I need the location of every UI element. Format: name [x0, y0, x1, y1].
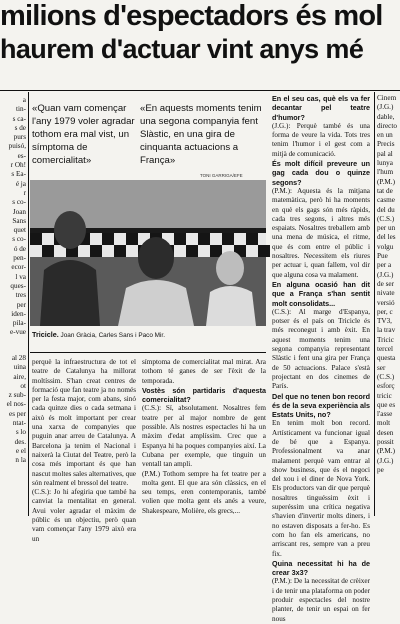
photo-bottom-rule: [30, 352, 266, 353]
left-strip-line: s de: [14, 123, 26, 132]
col2-question-1: Vostès són partidaris d'aquesta comercialitat?: [142, 385, 266, 405]
left-strip-bottom: [2, 354, 26, 514]
left-strip-line: ques-: [10, 281, 26, 290]
photo-credit: TONI GARRIGA/EFE: [200, 173, 243, 178]
left-strip-line: des.: [14, 437, 26, 446]
col3-paragraph-1: (J.G.): Perquè també és una forma de veure la vida. Tots tres tenim l'humor i el gest com a mitjà de comunicació.: [272, 121, 370, 158]
left-strip-line: ot: [20, 381, 26, 390]
left-strip-line: a: [22, 96, 26, 104]
left-strip-line: quet: [13, 226, 26, 235]
col2-paragraph-3: (P.M.) Tothom sempre ha fet teatre per a molta gent. El que ara són clàssics, en el seu temps, eren contemporanis, també volien que molta gent els anés a veure, Shakespeare, Molière, els grecs,...: [142, 469, 266, 515]
left-strip-line: el nos-: [6, 400, 26, 409]
right-strip-line: pal al: [377, 149, 393, 158]
right-strip-line: desen: [377, 428, 394, 437]
left-strip-line: Joan: [12, 207, 26, 216]
left-strip-line: uina: [13, 363, 26, 372]
left-strip-line: pila-: [12, 319, 26, 328]
right-strip-line: per a: [377, 261, 392, 270]
col3-paragraph-3: (C.S.): Al marge d'Espanya, potser és el país on Tricicle és més reconegut i amb èxit. En aquest moments tenim una segona companyia representant Slàstic i fent una gira per França de 50 actuacions. Palace s'està projectant en dos cinemes de París.: [272, 307, 370, 391]
left-strip-top: [2, 96, 26, 346]
left-strip-line: s co-: [12, 198, 26, 207]
column-2: [142, 358, 266, 516]
left-strip-line: s lo: [15, 428, 26, 437]
right-strip-line: dable,: [377, 112, 395, 121]
col2-paragraph-2: (C.S.): Sí, absolutament. Nosaltres fem teatre per al major nombre de gent possible. Als nostres espectacles hi ha un màxim d'edat amplíssim. Crec que a Espanya hi ha poques companyies així. La Cubana per exemple, que tinguin un ventall tan ampli.: [142, 404, 266, 469]
left-strip-line: purs: [13, 133, 26, 142]
right-strip-line: (P.M.): [377, 177, 395, 186]
right-strip-line: Cinem: [377, 94, 397, 102]
right-strip-line: pe: [377, 465, 384, 474]
pull-quote-2: «En aquests moments tenim una segona companyia fent Slàstic, en una gira de cinquanta actuacions a França»: [140, 103, 262, 166]
col3-paragraph-5: (P.M.): De la necessitat de crèixer i de tenir una plataforma on poder produir espectacles del nostre planter, de tenir un espai on fer nous: [272, 577, 370, 623]
right-strip-line: tercel: [377, 345, 393, 354]
col3-question-3: En alguna ocasió han dit que a França s'han sentit molt consolidats...: [272, 279, 370, 308]
right-strip-line: de ser: [377, 279, 394, 288]
left-strip-line: s co-: [12, 235, 26, 244]
right-strip: [377, 94, 400, 516]
left-strip-line: s ca-: [12, 114, 26, 123]
right-strip-line: del du: [377, 205, 395, 214]
column-1: [32, 358, 136, 543]
right-strip-line: en un: [377, 131, 393, 140]
left-strip-line: al 28: [11, 354, 26, 362]
right-strip-line: possit: [377, 437, 394, 446]
col3-question-5: Quina necessitat hi ha de crear 3x3?: [272, 558, 370, 578]
col3-paragraph-4: En tenim molt bon record. Artísticament va funcionar igual de bé que a Espanya. Professionalment va anar malament perquè vam entrar al show business, que és el negoci del xou i el diner de Nova York. Els productors van dir que perquè nosaltres tinguéssim èxit i superéssim una crítica negativa s'havien d'invertir molts diners, i no estaven disposats a fer-ho. Es com ho fan els americans, no arriscant res, sempre van a preu fix.: [272, 419, 370, 558]
left-strip-line: s Ea-: [11, 170, 26, 179]
left-strip-line: n la: [15, 456, 26, 465]
left-strip-line: ó de: [13, 244, 26, 253]
left-column-divider: [28, 92, 29, 516]
left-strip-line: es per: [9, 409, 26, 418]
headline-line-2: haurem d'actuar vint anys mé: [0, 34, 364, 64]
right-strip-line: que es: [377, 400, 396, 409]
left-strip-line: puisó,: [8, 142, 26, 151]
left-strip-line: tres: [15, 291, 26, 300]
caption-bold: Tricicle.: [32, 330, 59, 339]
right-strip-line: ser: [377, 363, 386, 372]
right-strip-line: Precis: [377, 140, 395, 149]
col1-paragraph-1: perquè la infraestructura de tot el teatre de Catalunya ha millorat moltíssim. S'han creat centres de formació que fan teatre ja no només per la festa major, com abans, sinó cada quinze dies o cada setmana i això és molt important per crear una xarxa de companyies que puguin anar arreu de Catalunya. A Barcelona ja tenim el Nacional i naixerà la Ciutat del Teatre, però la cosa més important és que han nascut moltes sales alternatives, que són realment el bressol del teatre.: [32, 358, 136, 487]
left-strip-line: ecor-: [11, 263, 26, 272]
right-strip-line: l'hum: [377, 168, 394, 177]
right-strip-line: l'asse: [377, 410, 393, 419]
left-strip-line: e el: [15, 446, 26, 455]
right-strip-line: la trav: [377, 326, 396, 335]
photo-caption: [32, 330, 266, 340]
left-strip-line: z sub-: [8, 391, 26, 400]
right-strip-line: (P.M.): [377, 447, 395, 456]
left-strip-line: aire,: [13, 372, 26, 381]
right-strip-line: Pue: [377, 252, 388, 261]
right-strip-line: casme: [377, 196, 395, 205]
headline-line-1: milions d'espectadors és mol: [0, 0, 383, 32]
right-strip-line: esforç: [377, 382, 395, 391]
right-strip-line: molt: [377, 419, 391, 428]
left-strip-line: r Oh!: [10, 161, 26, 170]
right-strip-line: (J.G.): [377, 103, 394, 112]
right-strip-line: directo: [377, 121, 397, 130]
left-strip-line: é ja: [15, 179, 26, 188]
right-strip-line: Tricic: [377, 335, 394, 344]
right-strip-line: volgu: [377, 242, 394, 251]
right-strip-line: tat de: [377, 186, 393, 195]
col3-question-1: En el seu cas, què els va fer decantar pel teatre d'humor?: [272, 94, 370, 122]
pull-quote-1: «Quan vam començar l'any 1979 voler agradar tothom era mal vist, un símptoma de comercialitat»: [32, 103, 135, 166]
right-strip-line: per un: [377, 224, 396, 233]
col3-paragraph-2: (P.M.): Aquesta és la mitjana matemàtica, però hi ha moments en què els gags són més ràpids, cada tres segons, i altres més espaiats. Nosaltres treballem amb una mena de música, el ritme, que és com entre el públic i nosaltres. Necessitem els riures per actuar i, quan fallem, vol dir que alguna cosa va malament.: [272, 186, 370, 279]
right-strip-line: (J.G.): [377, 456, 394, 465]
right-strip-line: questa: [377, 354, 396, 363]
left-strip-line: ntat-: [12, 419, 26, 428]
right-strip-line: lunya: [377, 159, 393, 168]
right-strip-line: versió: [377, 298, 395, 307]
column-3: [272, 94, 370, 623]
col3-question-2: És molt difícil preveure un gag cada dou o quinze segons?: [272, 159, 370, 187]
col3-question-4: Del que no tenen bon record és de la seva experiència als Estats Units, no?: [272, 391, 370, 420]
col2-paragraph-1: símptoma de comercialitat mal mirat. Ara tothom té ganes de ser l'èxit de la temporada.: [142, 358, 266, 385]
right-strip-line: tricic: [377, 391, 392, 400]
right-strip-line: per, c: [377, 307, 393, 316]
left-strip-line: tin-: [16, 105, 26, 114]
left-strip-line: per: [16, 300, 26, 309]
right-strip-line: nivate: [377, 289, 395, 298]
right-strip-line: (C.S.): [377, 214, 395, 223]
right-strip-line: (J.G.): [377, 270, 394, 279]
right-column-divider: [374, 92, 375, 516]
left-strip-line: pen-: [13, 254, 26, 263]
left-strip-line: l va: [15, 272, 26, 281]
photo-illustration: [30, 180, 266, 326]
left-strip-line: r: [23, 188, 26, 197]
photo-tricicle: [30, 180, 266, 326]
left-strip-line: iden-: [11, 309, 26, 318]
left-strip-line: es-: [17, 151, 26, 160]
caption-text: Joan Gràcia, Carles Sans i Paco Mir.: [58, 332, 165, 339]
top-rule: [0, 90, 400, 91]
right-strip-line: (C.S.): [377, 372, 395, 381]
right-strip-line: del les: [377, 233, 396, 242]
left-strip-line: e-vue: [10, 328, 26, 337]
left-strip-line: Sans: [12, 216, 26, 225]
right-strip-line: TV3,: [377, 317, 392, 326]
col1-paragraph-2: (C.S.): Jo hi afegiria que també ha canviat la mentalitat en general. Avui voler agradar el màxim de públic és un objectiu, però quan vam començar l'any 1979 això era un: [32, 488, 136, 543]
